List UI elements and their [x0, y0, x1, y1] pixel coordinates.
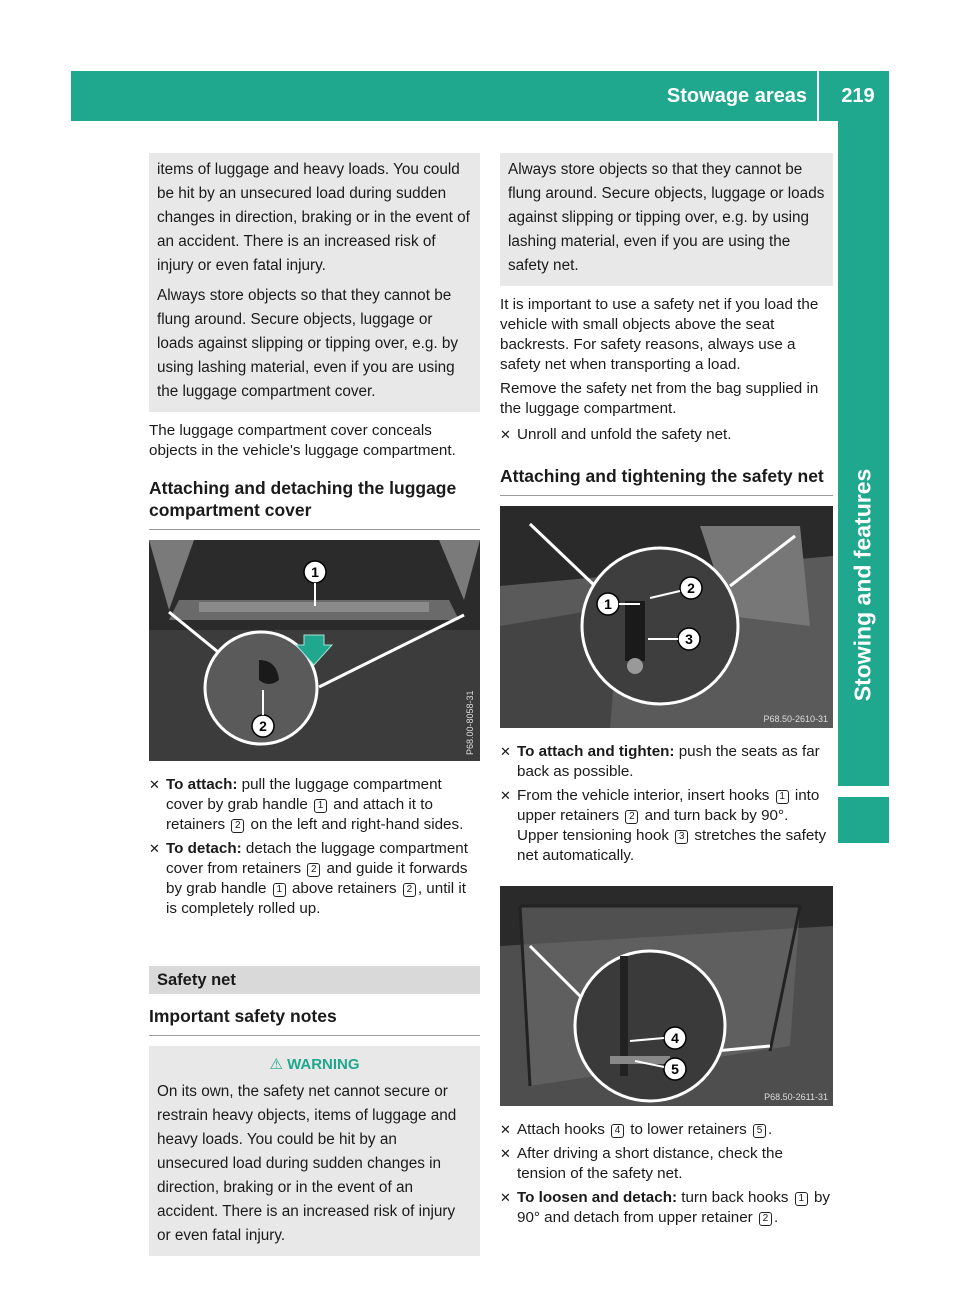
luggage-cover-photo	[149, 540, 480, 761]
arrow-icon: ✕	[500, 427, 511, 442]
section-title: Stowage areas	[667, 71, 819, 121]
svg-text:5: 5	[671, 1061, 679, 1077]
sub-heading: Important safety notes	[149, 1006, 337, 1026]
paragraph: The luggage compartment cover conceals objects in the vehicle's luggage compartment.	[149, 422, 456, 459]
section-heading: Attaching and tightening the safety net	[500, 466, 824, 486]
arrow-icon: ✕	[500, 1122, 511, 1137]
safety-net-upper-photo	[500, 506, 833, 728]
warning-text: On its own, the safety net cannot secure or restrain heavy objects, items of luggage and heavy loads. You could be hit by an unsecured load during sudden changes in direction, braking or in the event of an accident. There is an increased risk of injury or even fatal injury.	[157, 1083, 457, 1244]
chapter-tab	[838, 797, 889, 843]
instruction-step: ✕ To attach: pull the luggage compartment cover by grab handle 1 and attach it to retainers 2 on the left and right-hand sides.	[149, 776, 464, 833]
svg-text:1: 1	[604, 596, 612, 612]
left-column	[149, 153, 480, 1256]
image-code: P68.50-2611-31	[764, 1092, 828, 1102]
page-header	[71, 71, 889, 121]
section-bar: Safety net	[149, 966, 480, 994]
instruction-step: ✕ To attach and tighten: push the seats as far back as possible.	[500, 743, 820, 780]
svg-text:2: 2	[259, 718, 267, 734]
page-number: 219	[841, 85, 875, 107]
notice-box	[500, 153, 833, 286]
instruction-step: ✕ From the vehicle interior, insert hooks 1 into upper retainers 2 and turn back by 90°. Upper tensioning hook 3 stretches the safety net automatically.	[500, 787, 827, 864]
arrow-icon: ✕	[149, 841, 160, 856]
warning-icon: ⚠	[269, 1056, 283, 1073]
right-column	[500, 153, 833, 1228]
chapter-label: Stowing and features	[849, 468, 876, 702]
instruction-step: ✕ Attach hooks 4 to lower retainers 5 .	[500, 1121, 773, 1138]
divider	[149, 529, 480, 530]
image-code: P68.50-2610-31	[763, 714, 828, 724]
instruction-step: ✕ After driving a short distance, check the tension of the safety net.	[500, 1145, 783, 1182]
arrow-icon: ✕	[500, 1190, 511, 1205]
arrow-icon: ✕	[500, 788, 511, 803]
arrow-icon: ✕	[500, 744, 511, 759]
warning-title: ⚠ WARNING	[269, 1056, 360, 1073]
svg-text:2: 2	[687, 580, 695, 596]
arrow-icon: ✕	[149, 777, 160, 792]
image-code: P68.00-8058-31	[465, 690, 475, 755]
notice-text: items of luggage and heavy loads. You could be hit by an unsecured load during sudden changes in direction, braking or in the event of an accident. There is an increased risk of injury or even fatal injury.	[157, 161, 470, 274]
notice-text: Always store objects so that they cannot be flung around. Secure objects, luggage or loads against slipping or tipping over, e.g. by using lashing material, even if you are using the luggage compartment cover.	[157, 287, 459, 400]
svg-text:3: 3	[685, 631, 693, 647]
instruction-step: ✕ To loosen and detach: turn back hooks 1 by 90° and detach from upper retainer 2 .	[500, 1189, 830, 1226]
warning-box	[149, 1046, 480, 1256]
warning-continuation	[149, 153, 480, 412]
paragraph: It is important to use a safety net if you load the vehicle with small objects above the seat backrests. For safety reasons, always use a safety net when transporting a load.	[500, 296, 819, 373]
divider	[149, 1035, 480, 1036]
arrow-icon: ✕	[500, 1146, 511, 1161]
svg-text:1: 1	[311, 564, 319, 580]
instruction-step: ✕ To detach: detach the luggage compartment cover from retainers 2 and guide it forwards by grab handle 1 above retainers 2 , until it is completely rolled up.	[149, 840, 468, 917]
paragraph: Remove the safety net from the bag supplied in the luggage compartment.	[500, 380, 819, 417]
notice-text: Always store objects so that they cannot be flung around. Secure objects, luggage or loads against slipping or tipping over, e.g. by using lashing material, even if you are using the safety net.	[508, 161, 825, 274]
divider	[500, 495, 833, 496]
section-heading: Attaching and detaching the luggage compartment cover	[149, 478, 457, 520]
instruction-step: ✕ Unroll and unfold the safety net.	[500, 426, 732, 443]
svg-text:4: 4	[671, 1030, 679, 1046]
safety-net-lower-photo	[500, 886, 833, 1106]
